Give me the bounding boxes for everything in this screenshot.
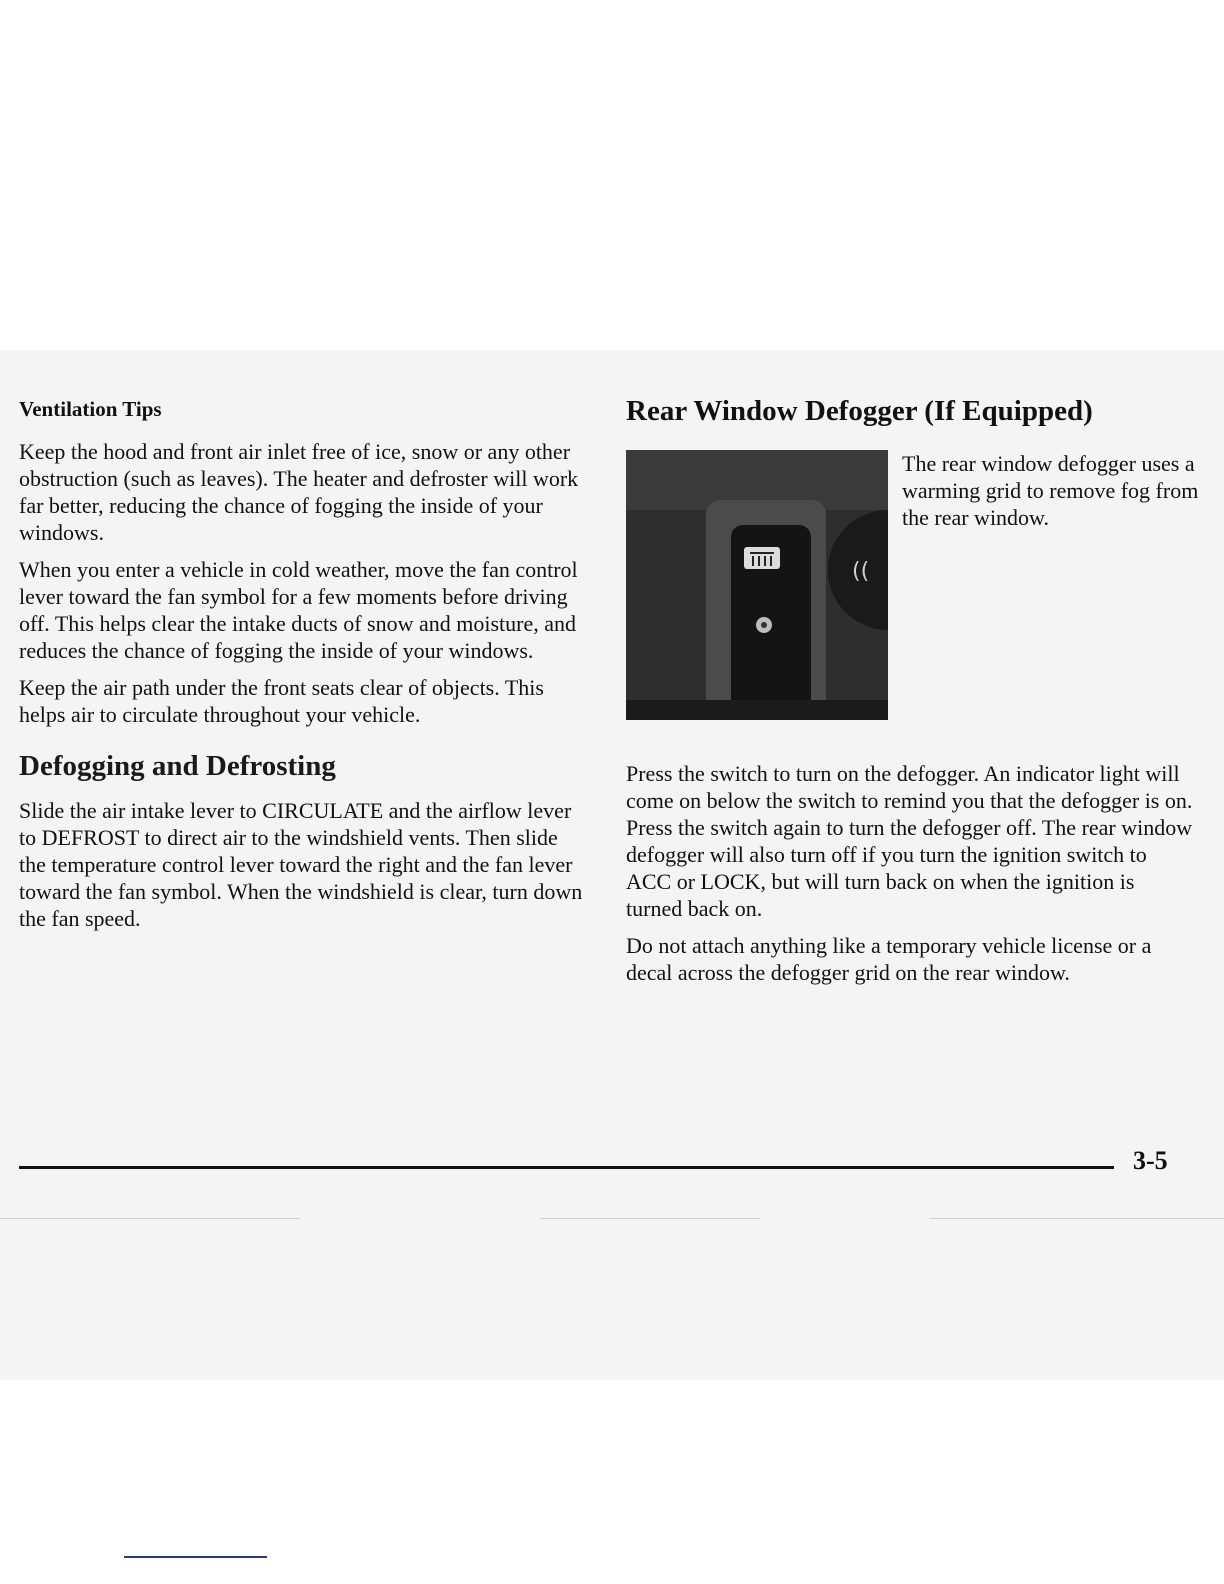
- paragraph: Slide the air intake lever to CIRCULATE and the airflow lever to DEFROST to direct air to the windshield vents. Then slide the temperature control lever toward the right and the fan lever toward the fan symbol. When the windshield is clear, turn down the fan speed.: [19, 798, 583, 931]
- right-column: [626, 395, 1199, 996]
- photo-row: [626, 450, 1199, 720]
- page-stub-line: [124, 1556, 267, 1558]
- rear-defogger-heading: Rear Window Defogger (If Equipped): [626, 395, 1093, 427]
- paragraph: Keep the air path under the front seats clear of objects. This helps air to circulate throughout your vehicle.: [19, 675, 544, 727]
- defogger-text-block: [626, 760, 1196, 986]
- left-column: [19, 395, 589, 942]
- scan-line: [930, 1218, 1224, 1219]
- scan-line: [540, 1218, 760, 1219]
- photo-caption-block: [902, 450, 1202, 531]
- paragraph: Do not attach anything like a temporary vehicle license or a decal across the defogger grid on the rear window.: [626, 933, 1152, 985]
- scan-line: [0, 1218, 300, 1219]
- defogger-switch-illustration: [626, 450, 888, 720]
- ventilation-tips-heading: Ventilation Tips: [19, 397, 162, 421]
- defogging-heading: Defogging and Defrosting: [19, 750, 336, 782]
- footer-rule: [19, 1166, 1114, 1169]
- paragraph: When you enter a vehicle in cold weather, move the fan control lever toward the fan symbol for a few moments before driving off. This helps clear the intake ducts of snow and moisture, and reduces the chance of fogging the inside of your windows.: [19, 557, 578, 663]
- photo-caption: The rear window defogger uses a warming grid to remove fog from the rear window.: [902, 451, 1199, 530]
- paragraph: Keep the hood and front air inlet free of ice, snow or any other obstruction (such as leaves). The heater and defroster will work far better, reducing the chance of fogging the inside of your windows.: [19, 439, 579, 545]
- svg-text:((: ((: [852, 559, 870, 584]
- page-number: 3-5: [1133, 1146, 1168, 1175]
- paragraph: Press the switch to turn on the defogger. An indicator light will come on below the switch to remind you that the defogger is on. Press the switch again to turn the defogger off. The rear window defogger will also turn off if you turn the ignition switch to ACC or LOCK, but will turn back on when the ignition is turned back on.: [626, 761, 1193, 921]
- defogger-switch-photo: [626, 450, 888, 720]
